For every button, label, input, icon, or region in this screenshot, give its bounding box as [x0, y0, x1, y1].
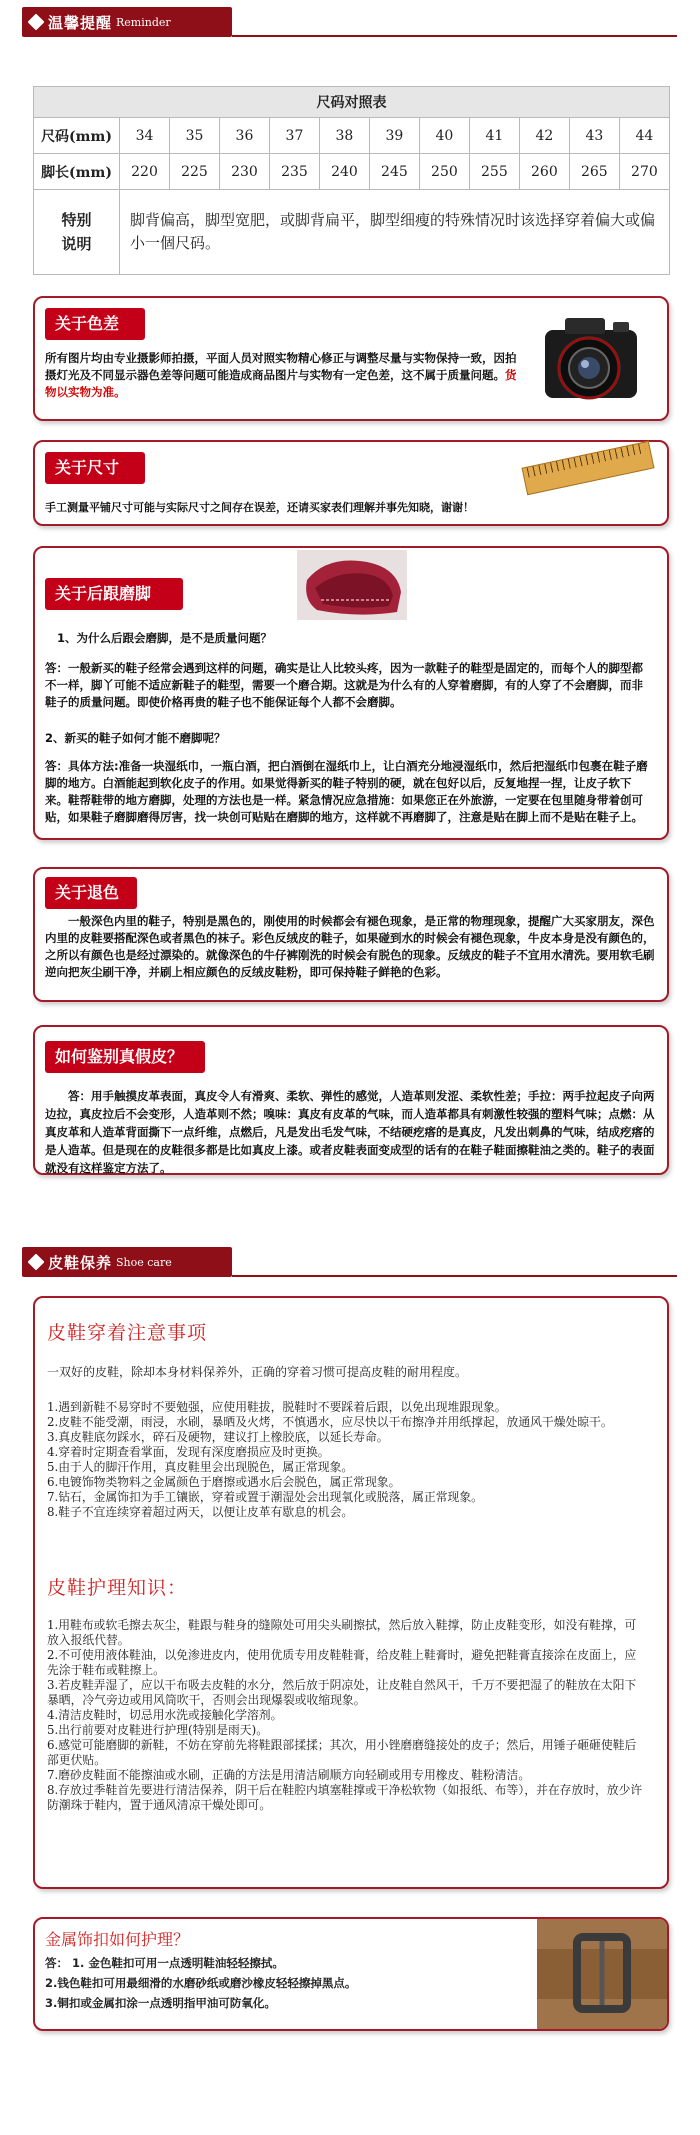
list-item: 3.若皮鞋弄湿了，应以干布吸去皮鞋的水分，然后放于阴凉处，让皮鞋自然风干，千万不要把湿了的鞋放在太阳下暴晒，冷气旁边或用风筒吹干，否则会出现爆裂或收缩现象。	[47, 1678, 637, 1707]
heel-answer-1: 答：一般新买的鞋子经常会遇到这样的问题，确实是让人比较头疼，因为一款鞋子的鞋型是固定的，而每个人的脚型都不一样，脚丫可能不适应新鞋子的鞋型，需要一个磨合期。这就是为什么有的人穿着磨脚，有的人穿了不会磨脚，而非鞋子的质量问题。即使价格再贵的鞋子也不能保证每个人都不会磨脚。	[45, 661, 643, 709]
care-knowledge-list	[47, 1618, 647, 1813]
care-intro: 一双好的皮鞋，除却本身材料保养外，正确的穿着习惯可提高皮鞋的耐用程度。	[47, 1365, 468, 1379]
size-cell: 37	[269, 118, 319, 154]
color-diff-title: 关于色差	[45, 308, 145, 340]
fade-title: 关于退色	[45, 877, 137, 909]
leather-title: 如何鉴别真假皮？	[45, 1041, 205, 1073]
list-item: 6.电镀饰物类物料之金属颜色于磨擦或遇水后会脱色，属正常现象。	[47, 1475, 401, 1489]
banner-divider	[232, 1275, 677, 1277]
reminder-banner	[22, 7, 232, 37]
heel-title: 关于后跟磨脚	[45, 578, 183, 610]
size-chart-table	[33, 86, 670, 275]
size-cell: 41	[469, 118, 519, 154]
list-item: 2.皮鞋不能受潮，雨浸，水刷，暴晒及火烤，不慎遇水，应尽快以干布擦净并用纸撑起，放通风干燥处晾干。	[47, 1415, 613, 1429]
note-label-line2: 说明	[61, 235, 92, 253]
list-item: 7.钻石，金属饰扣为手工镶嵌，穿着或置于潮湿处会出现氧化或脱落，属正常现象。	[47, 1490, 483, 1504]
foot-length-cell: 270	[619, 154, 669, 190]
list-item: 1.遇到新鞋不易穿时不要勉强，应使用鞋拔，脱鞋时不要踩着后跟，以免出现堆跟现象。	[47, 1400, 507, 1414]
size-row-label: 尺码(mm)	[34, 118, 120, 154]
list-item: 5.由于人的脚汗作用，真皮鞋里会出现脱色，属正常现象。	[47, 1460, 354, 1474]
foot-length-cell: 255	[469, 154, 519, 190]
list-item: 4.清洁皮鞋时，切忌用水洗或接触化学溶剂。	[47, 1708, 283, 1722]
color-diff-highlight: 货物以实物为准。	[45, 368, 517, 399]
metal-line-1: 答： 1. 金色鞋扣可用一点透明鞋油轻轻擦拭。	[45, 1956, 284, 1970]
size-cell: 38	[319, 118, 369, 154]
list-item: 5.出行前要对皮鞋进行护理(特别是雨天)。	[47, 1723, 269, 1737]
shoe-care-title: 皮鞋保养	[48, 1253, 113, 1272]
list-item: 6.感觉可能磨脚的新鞋，不妨在穿前先将鞋跟部揉揉；其次，用小锉磨磨缝接处的皮子；然后，用锤子砸砸使鞋后部更伏贴。	[47, 1738, 637, 1767]
camera-icon	[535, 308, 645, 410]
foot-length-cell: 265	[569, 154, 619, 190]
reminder-title: 温馨提醒	[48, 13, 113, 32]
list-item: 7.磨砂皮鞋面不能擦油或水刷，正确的方法是用清洁刷顺方向轻刷或用专用橡皮、鞋粉清洁。	[47, 1768, 531, 1782]
leather-text: 答：用手触摸皮革表面，真皮令人有滑爽、柔软、弹性的感觉，人造革则发涩、柔软性差；手拉：两手拉起皮子向两边拉，真皮拉后不会变形，人造革则不然；嗅味：真皮有皮革的气味，而人造革都具有刺激性较强的塑料气味；点燃：从真皮革和人造革背面撕下一点纤维，点燃后，凡是发出毛发气味，不结硬疙瘩的是真皮，凡发出刺鼻的气味，结成疙瘩的是人造革。但是现在的皮鞋很多都是比如真皮上漆。或者皮鞋表面变成型的话有的在鞋子鞋面擦鞋油之类的。鞋子的表面就没有这样鉴定方法了。	[45, 1089, 655, 1175]
size-chart-title: 尺码对照表	[34, 87, 670, 118]
fade-section	[33, 867, 669, 1002]
foot-length-cell: 250	[419, 154, 469, 190]
size-cell: 42	[519, 118, 569, 154]
foot-length-cell: 245	[369, 154, 419, 190]
leather-section	[33, 1025, 669, 1175]
color-diff-section	[33, 296, 669, 421]
list-item: 1.用鞋布或软毛擦去灰尘，鞋跟与鞋身的缝隙处可用尖头刷擦拭，然后放入鞋撑，防止皮鞋变形，如没有鞋撑，可放入报纸代替。	[47, 1618, 637, 1647]
heel-section	[33, 546, 669, 840]
list-item: 4.穿着时定期查看掌面，发现有深度磨损应及时更换。	[47, 1445, 330, 1459]
special-note-text: 脚背偏高，脚型宽肥，或脚背扁平，脚型细瘦的特殊情况时该选择穿着偏大或偏小一個尺码。	[120, 190, 670, 275]
list-item: 8.鞋子不宜连续穿着超过两天，以便让皮革有歇息的机会。	[47, 1505, 354, 1519]
special-note-row	[34, 190, 670, 275]
size-note-section	[33, 440, 669, 526]
list-item: 2.不可使用液体鞋油，以免渗进皮内，使用优质专用皮鞋鞋膏，给皮鞋上鞋膏时，避免把鞋膏直接涂在皮面上，应先涂于鞋布或鞋擦上。	[47, 1648, 637, 1677]
metal-title: 金属饰扣如何护理？	[45, 1930, 190, 1949]
special-note-label	[34, 190, 120, 275]
note-label-line1: 特别	[61, 211, 92, 229]
foot-length-row	[34, 154, 670, 190]
foot-length-cell: 240	[319, 154, 369, 190]
care-wearing-title: 皮鞋穿着注意事项	[47, 1322, 208, 1344]
size-cell: 36	[219, 118, 269, 154]
shoe-care-banner	[22, 1247, 232, 1277]
size-cell: 40	[419, 118, 469, 154]
metal-line-3: 3.铜扣或金属扣涂一点透明指甲油可防氧化。	[45, 1996, 276, 2010]
metal-buckle-icon	[537, 1919, 667, 2029]
size-cell: 35	[169, 118, 219, 154]
foot-row-label: 脚长(mm)	[34, 154, 120, 190]
heel-question-1: 1、为什么后跟会磨脚，是不是质量问题？	[57, 631, 272, 645]
reminder-subtitle: Reminder	[116, 15, 171, 29]
foot-length-cell: 220	[120, 154, 170, 190]
metal-buckle-section	[33, 1917, 669, 2031]
size-row	[34, 118, 670, 154]
shoe-heel-icon	[297, 550, 407, 620]
foot-length-cell: 225	[169, 154, 219, 190]
heel-question-2: 2、新买的鞋子如何才能不磨脚呢？	[45, 731, 226, 745]
size-cell: 34	[120, 118, 170, 154]
foot-length-cell: 260	[519, 154, 569, 190]
foot-length-cell: 230	[219, 154, 269, 190]
list-item: 8.存放过季鞋首先要进行清洁保养，阴干后在鞋腔内填塞鞋撑或干净松软物（如报纸、布等），并在存放时，放少许防潮珠于鞋内，置于通风清凉干燥处即可。	[47, 1783, 643, 1812]
size-cell: 39	[369, 118, 419, 154]
ruler-icon	[522, 441, 655, 495]
heel-answer-2: 答：具体方法:准备一块湿纸巾，一瓶白酒，把白酒倒在湿纸巾上，让白酒充分地浸湿纸巾，然后把湿纸巾包裹在鞋子磨脚的地方。白酒能起到软化皮子的作用。如果觉得新买的鞋子特别的硬，就在包好以后，反复地捏一捏，让皮子软下来。鞋帮鞋带的地方磨脚，处理的方法也是一样。紧急情况应急措施：如果您正在外旅游，一定要在包里随身带着创可贴，如果鞋子磨脚磨得厉害，找一块创可贴贴在磨脚的地方，这样就不再磨脚了，注意是贴在脚上而不是贴在鞋子上。	[45, 759, 648, 824]
care-knowledge-title: 皮鞋护理知识：	[47, 1577, 188, 1599]
size-cell: 44	[619, 118, 669, 154]
size-note-title: 关于尺寸	[45, 452, 145, 484]
color-diff-text	[45, 350, 520, 401]
fade-text: 一般深色内里的鞋子，特别是黑色的，刚使用的时候都会有褪色现象，是正常的物理现象，提醒广大买家朋友，深色内里的皮鞋要搭配深色或者黑色的袜子。彩色反绒皮的鞋子，如果碰到水的时候会有褪色现象，牛皮本身是没有颜色的，之所以有颜色也是经过漂染的。就像深色的牛仔裤刚洗的时候会有脱色的现象。反绒皮的鞋子不宜用水清洗。要用软毛刷逆向把灰尘刷干净，并刷上相应颜色的反绒皮鞋粉，即可保持鞋子鲜艳的色彩。	[45, 914, 655, 979]
banner-divider	[232, 35, 677, 37]
care-wearing-list	[47, 1400, 647, 1520]
metal-line-2: 2.钱色鞋扣可用最细滑的水磨砂纸或磨沙橡皮轻轻擦掉黑点。	[45, 1976, 357, 1990]
size-cell: 43	[569, 118, 619, 154]
list-item: 3.真皮鞋底勿踩水，碎石及硬物，建议打上橡胶底，以延长寿命。	[47, 1430, 389, 1444]
size-note-text: 手工测量平铺尺寸可能与实际尺寸之间存在误差，还请买家表们理解并事先知晓，谢谢！	[45, 501, 474, 514]
care-section	[33, 1296, 669, 1889]
shoe-care-subtitle: Shoe care	[116, 1255, 172, 1269]
color-diff-body: 所有图片均由专业摄影师拍摄，平面人员对照实物精心修正与调整尽量与实物保持一致，因拍摄灯光及不同显示器色差等问题可能造成商品图片与实物有一定色差，这不属于质量问题。	[45, 351, 517, 382]
foot-length-cell: 235	[269, 154, 319, 190]
